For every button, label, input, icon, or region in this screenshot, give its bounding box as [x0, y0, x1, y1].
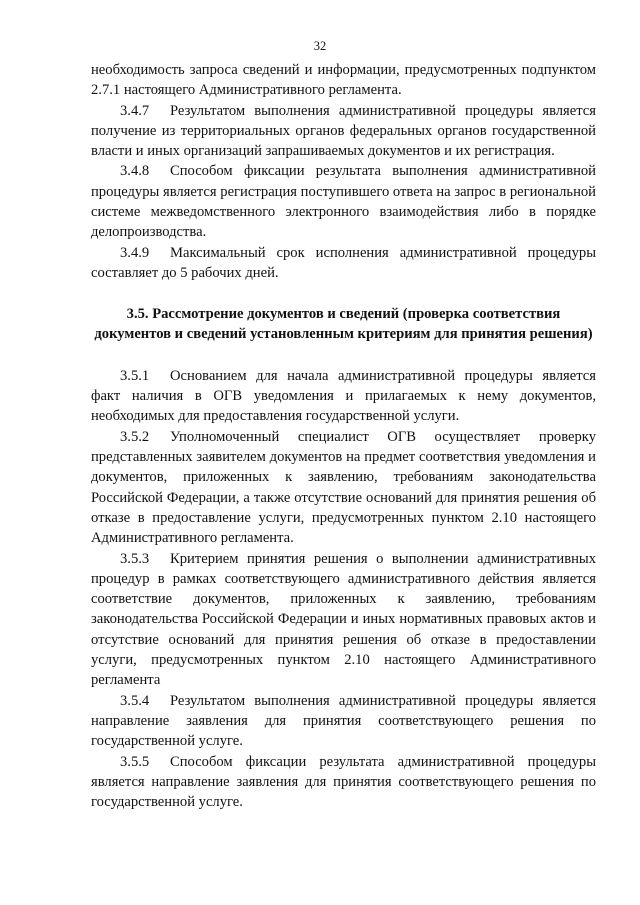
- clause-text: Результатом выполнения административной процедуры является получение из территориальных органов федеральных органов государственной власти и иных организаций запрашиваемых документов и их регистрация.: [91, 102, 596, 160]
- paragraph-3-4-7: [91, 101, 596, 162]
- paragraph-3-4-8: [91, 161, 596, 242]
- clause-text: Результатом выполнения административной процедуры является направление заявления для принятия соответствующего решения по государственной услуге.: [91, 692, 596, 750]
- clause-text: Критерием принятия решения о выполнении административных процедур в рамках соответствующего административного действия является соответствие документов, приложенных к заявлению, требованиям законодательства Российской Федерации и иных нормативных правовых актов и отсутствие оснований для принятия решения об отказе в предоставлении услуги, предусмотренных пунктом 2.10 настоящего Административного регламента: [91, 550, 596, 689]
- paragraph-3-4-9: [91, 243, 596, 284]
- paragraph-3-5-2: [91, 427, 596, 549]
- page-number: 32: [313, 39, 327, 53]
- clause-text: Основанием для начала административной процедуры является факт наличия в ОГВ уведомления и прилагаемых к нему документов, необходимых для предоставления государственной услуги.: [91, 367, 596, 425]
- section-heading: 3.5. Рассмотрение документов и сведений (проверка соответствия документов и сведений установленным критериям для принятия решения): [94, 306, 593, 342]
- clause-number: 3.5.1: [120, 367, 150, 384]
- paragraph-3-5-3: [91, 549, 596, 691]
- clause-number: 3.5.4: [120, 692, 150, 709]
- clause-number: 3.5.2: [120, 428, 150, 445]
- clause-number: 3.5.3: [120, 550, 150, 567]
- clause-text: Уполномоченный специалист ОГВ осуществляет проверку представленных заявителем документов на предмет соответствия уведомления и документов, приложенных к заявлению, требованиям законодательства Российской Федерации, а также отсутствие оснований для принятия решения об отказе в предоставление услуги, предусмотренных пунктом 2.10 настоящего Административного регламента.: [91, 428, 596, 547]
- paragraph-3-5-5: [91, 752, 596, 813]
- paragraph-continuation: необходимость запроса сведений и информации, предусмотренных подпунктом 2.7.1 настоящего Административного регламента.: [91, 62, 596, 99]
- clause-number: 3.4.9: [120, 244, 150, 261]
- clause-text: Максимальный срок исполнения административной процедуры составляет до 5 рабочих дней.: [91, 244, 596, 281]
- document-body: [91, 60, 596, 812]
- paragraph-3-5-4: [91, 691, 596, 752]
- clause-number: 3.5.5: [120, 753, 150, 770]
- clause-number: 3.4.7: [120, 102, 150, 119]
- clause-text: Способом фиксации результата административной процедуры является направление заявления для принятия соответствующего решения по государственной услуге.: [91, 753, 596, 811]
- clause-number: 3.4.8: [120, 163, 150, 180]
- paragraph-3-5-1: [91, 366, 596, 427]
- clause-text: Способом фиксации результата выполнения административной процедуры является регистрация поступившего ответа на запрос в региональной системе межведомственного электронного взаимодействия либо в порядке делопроизводства.: [91, 163, 596, 241]
